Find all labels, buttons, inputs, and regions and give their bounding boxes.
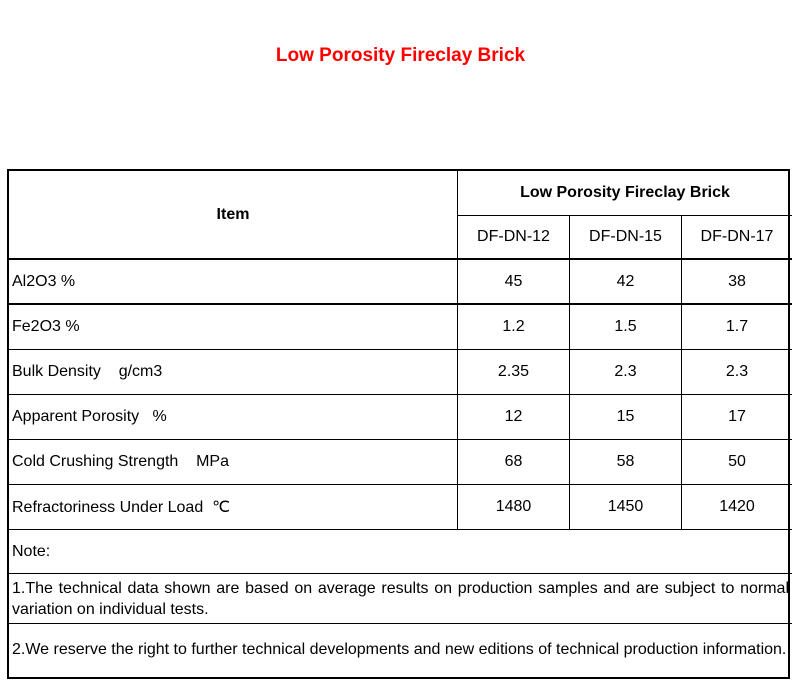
table-cell: 12 — [458, 395, 570, 440]
row-label: Fe2O3 % — [9, 305, 458, 350]
column-header: DF-DN-17 — [682, 216, 792, 260]
table-cell: 17 — [682, 395, 792, 440]
row-label: Apparent Porosity % — [9, 395, 458, 440]
table-cell: 45 — [458, 260, 570, 305]
note-1 — [9, 574, 792, 624]
note-heading: Note: — [9, 530, 792, 574]
table-cell: 38 — [682, 260, 792, 305]
note-1-text: 1.The technical data shown are based on average results on production samples and are subject to normal variation on individual tests. — [12, 579, 789, 618]
table-cell: 1420 — [682, 485, 792, 530]
column-header: DF-DN-12 — [458, 216, 570, 260]
table-cell: 2.3 — [682, 350, 792, 395]
page-title: Low Porosity Fireclay Brick — [275, 45, 526, 66]
table-cell: 1.5 — [570, 305, 682, 350]
table-cell: 2.35 — [458, 350, 570, 395]
spec-table — [7, 169, 790, 679]
group-header: Low Porosity Fireclay Brick — [458, 171, 792, 216]
table-cell: 1450 — [570, 485, 682, 530]
row-label: Bulk Density g/cm3 — [9, 350, 458, 395]
row-label: Al2O3 % — [9, 260, 458, 305]
table-cell: 42 — [570, 260, 682, 305]
table-cell: 1480 — [458, 485, 570, 530]
row-label: Cold Crushing Strength MPa — [9, 440, 458, 485]
table-cell: 1.7 — [682, 305, 792, 350]
row-label: Refractoriness Under Load ℃ — [9, 485, 458, 530]
table-cell: 15 — [570, 395, 682, 440]
table-cell: 2.3 — [570, 350, 682, 395]
table-cell: 58 — [570, 440, 682, 485]
note-2 — [9, 624, 792, 675]
column-header: DF-DN-15 — [570, 216, 682, 260]
table-cell: 68 — [458, 440, 570, 485]
table-cell: 1.2 — [458, 305, 570, 350]
item-header: Item — [9, 171, 458, 260]
item-header-bottom — [9, 216, 458, 260]
note-2-text: 2.We reserve the right to further technical developments and new editions of technical production information. — [12, 641, 787, 658]
table-cell: 50 — [682, 440, 792, 485]
